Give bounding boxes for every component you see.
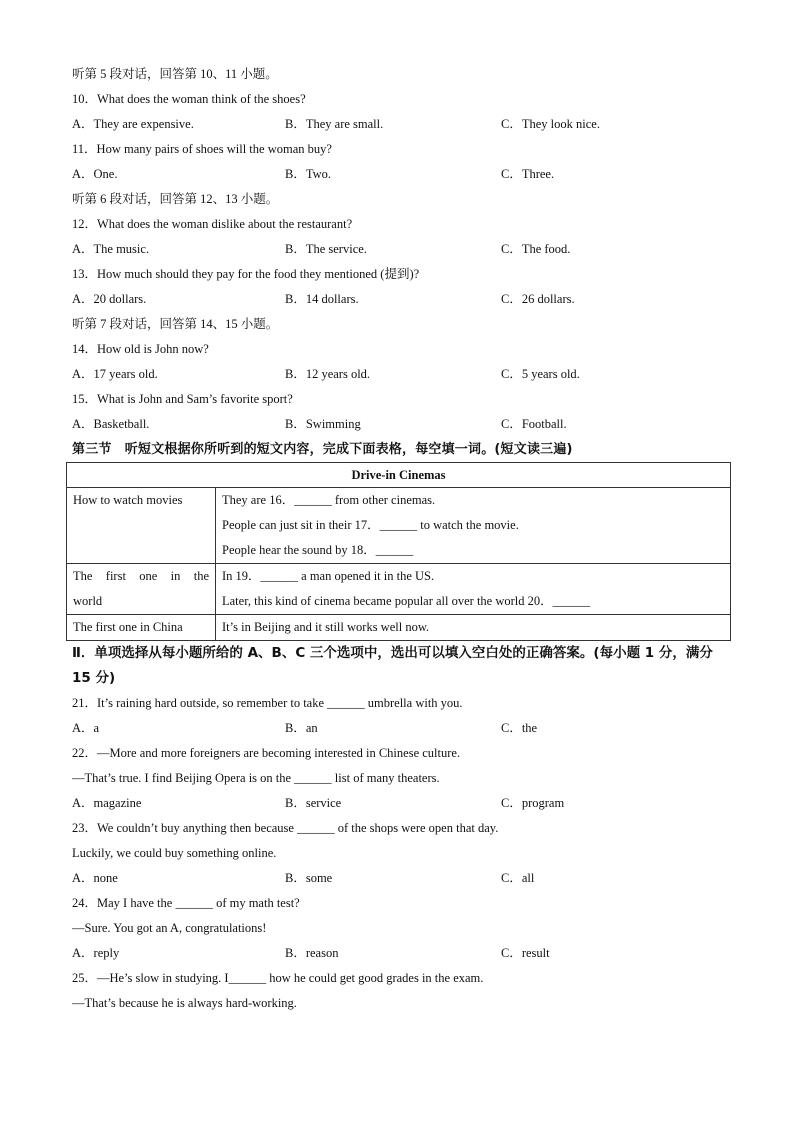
option-b[interactable]: B．Two. (285, 167, 332, 181)
row-content-first-in-world (216, 564, 731, 615)
part-2-heading: Ⅱ．单项选择从每小题所给的 A、B、C 三个选项中，选出可以填入空白处的正确答案。(每小题 1 分，满分 15 分) (72, 645, 713, 686)
option-b[interactable]: B．Swimming (285, 417, 361, 431)
option-b[interactable]: B．14 dollars. (285, 292, 359, 306)
option-a[interactable]: A．20 dollars. (72, 292, 147, 306)
option-c[interactable]: C．5 years old. (501, 367, 580, 381)
option-c[interactable]: C．They look nice. (501, 117, 600, 131)
question-13: 13．How much should they pay for the food they mentioned (提到)? (72, 267, 420, 281)
option-a[interactable]: A．Basketball. (72, 417, 150, 431)
question-15: 15．What is John and Sam’s favorite sport? (72, 392, 293, 406)
option-c[interactable]: C．26 dollars. (501, 292, 575, 306)
table-title: Drive-in Cinemas (67, 463, 731, 488)
options-10 (72, 112, 730, 137)
label-line-2: world (73, 594, 103, 608)
dialog-7-instruction: 听第 7 段对话，回答第 14、15 小题。 (72, 317, 279, 331)
row-content-how-to-watch (216, 488, 731, 564)
dialog-5-instruction: 听第 5 段对话，回答第 10、11 小题。 (72, 67, 278, 81)
option-c[interactable]: C．Football. (501, 417, 567, 431)
drive-in-cinemas-table (66, 462, 731, 641)
option-c[interactable]: C．the (501, 721, 538, 735)
blank-17-line[interactable]: People can just sit in their 17．______ to watch the movie. (222, 518, 519, 532)
option-a[interactable]: A．reply (72, 946, 120, 960)
question-12: 12．What does the woman dislike about the restaurant? (72, 217, 353, 231)
options-13 (72, 287, 730, 312)
label-line-1: The first one in the (73, 569, 209, 583)
blank-18-line[interactable]: People hear the sound by 18．______ (222, 543, 414, 557)
options-15 (72, 412, 730, 437)
dialog-6-instruction: 听第 6 段对话，回答第 12、13 小题。 (72, 192, 279, 206)
option-c[interactable]: C．result (501, 946, 550, 960)
question-22-reply: —That’s true. I find Beijing Opera is on the ______ list of many theaters. (72, 771, 440, 785)
options-24 (72, 941, 730, 966)
question-22: 22．—More and more foreigners are becoming interested in Chinese culture. (72, 746, 461, 760)
question-24: 24．May I have the ______ of my math test? (72, 896, 300, 910)
option-c[interactable]: C．Three. (501, 167, 555, 181)
option-b[interactable]: B．reason (285, 946, 339, 960)
row-content-first-in-china (216, 615, 731, 641)
blank-19-line[interactable]: In 19．______ a man opened it in the US. (222, 569, 435, 583)
question-23-continuation: Luckily, we could buy something online. (72, 846, 277, 860)
option-c[interactable]: C．program (501, 796, 565, 810)
exam-page (72, 62, 730, 1016)
section-3-heading: 第三节 听短文根据你所听到的短文内容，完成下面表格，每空填一词。(短文读三遍) (72, 442, 573, 457)
option-c[interactable]: C．all (501, 871, 535, 885)
options-14 (72, 362, 730, 387)
question-23: 23．We couldn’t buy anything then because ______ of the shops were open that day. (72, 821, 499, 835)
china-line: It’s in Beijing and it still works well now. (222, 620, 430, 634)
option-b[interactable]: B．They are small. (285, 117, 384, 131)
options-11 (72, 162, 730, 187)
options-23 (72, 866, 730, 891)
option-a[interactable]: A．none (72, 871, 118, 885)
row-label-first-in-world (67, 564, 216, 615)
option-b[interactable]: B．an (285, 721, 318, 735)
question-25-reply: —That’s because he is always hard-working. (72, 996, 297, 1010)
blank-20-line[interactable]: Later, this kind of cinema became popular all over the world 20．______ (222, 594, 591, 608)
question-25: 25．—He’s slow in studying. I______ how he could get good grades in the exam. (72, 971, 484, 985)
options-21 (72, 716, 730, 741)
question-21: 21．It’s raining hard outside, so remember to take ______ umbrella with you. (72, 696, 463, 710)
question-14: 14．How old is John now? (72, 342, 209, 356)
option-a[interactable]: A．17 years old. (72, 367, 158, 381)
option-a[interactable]: A．They are expensive. (72, 117, 194, 131)
row-label-how-to-watch: How to watch movies (67, 488, 216, 564)
options-22 (72, 791, 730, 816)
option-a[interactable]: A．magazine (72, 796, 142, 810)
question-10: 10．What does the woman think of the shoes? (72, 92, 306, 106)
options-12 (72, 237, 730, 262)
option-b[interactable]: B．service (285, 796, 342, 810)
option-a[interactable]: A．a (72, 721, 100, 735)
option-b[interactable]: B．some (285, 871, 333, 885)
row-label-first-in-china: The first one in China (67, 615, 216, 641)
question-11: 11．How many pairs of shoes will the woman buy? (72, 142, 332, 156)
blank-16-line[interactable]: They are 16．______ from other cinemas. (222, 493, 436, 507)
option-c[interactable]: C．The food. (501, 242, 571, 256)
option-a[interactable]: A．One. (72, 167, 118, 181)
option-b[interactable]: B．12 years old. (285, 367, 371, 381)
question-24-reply: —Sure. You got an A, congratulations! (72, 921, 267, 935)
option-a[interactable]: A．The music. (72, 242, 150, 256)
option-b[interactable]: B．The service. (285, 242, 367, 256)
